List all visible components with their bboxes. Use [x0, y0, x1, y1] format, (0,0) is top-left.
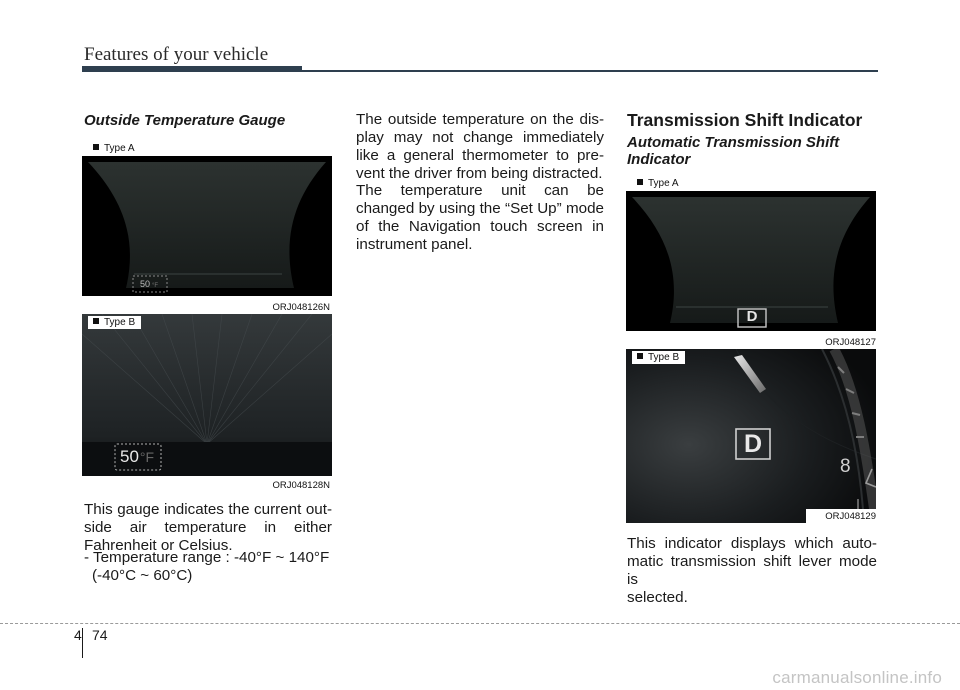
watermark: carmanualsonline.info	[772, 668, 942, 687]
page-separator	[82, 628, 83, 658]
section-heading: Outside Temperature Gauge	[84, 112, 286, 129]
header-rule	[82, 66, 302, 72]
type-b-label: Type B	[88, 316, 141, 329]
header-title: Features of your vehicle	[84, 44, 269, 65]
type-b-label: Type B	[632, 351, 685, 364]
shift-figure-type-a	[626, 173, 876, 331]
subheading: Automatic Transmission Shift Indicator	[627, 134, 840, 168]
figure-code: ORJ048128N	[272, 480, 330, 491]
figure-code: ORJ048127	[825, 337, 876, 348]
paragraph: This gauge indicates the current out- side air temperature in either Fahrenheit or Celsius.	[84, 501, 332, 554]
figure-code: ORJ048129	[825, 511, 876, 522]
footer-rule	[0, 623, 960, 624]
temperature-figure-type-b	[82, 314, 332, 476]
section-number: 4	[74, 627, 82, 643]
cluster-display-illustration	[82, 138, 332, 296]
type-a-label: Type A	[88, 142, 141, 155]
temperature-figure-type-a	[82, 138, 332, 296]
gear-indicator: D	[743, 430, 763, 458]
tachometer-label: 8	[840, 456, 851, 477]
section-heading: Transmission Shift Indicator	[627, 110, 863, 130]
gear-indicator: D	[746, 308, 758, 325]
shift-figure-type-b	[626, 349, 876, 523]
list-item: - Temperature range : -40°F ~ 140°F (-40°C ~ 60°C)	[84, 549, 330, 584]
temperature-readout: 50°F	[120, 447, 155, 466]
figure-code: ORJ048126N	[272, 302, 330, 313]
paragraph: The temperature unit can be changed by using the “Set Up” mode of the Navigation touch screen in instrument panel.	[356, 182, 604, 253]
page-number: 74	[92, 627, 108, 643]
temperature-readout: 50 °F	[140, 279, 159, 289]
type-a-label: Type A	[632, 177, 685, 190]
paragraph: The outside temperature on the dis- play may not change immediately like a general thermometer to pre- vent the driver from being distracted.	[356, 111, 604, 182]
paragraph: This indicator displays which auto- matic transmission shift lever mode is selected.	[627, 535, 877, 606]
header-rule-thin	[300, 70, 878, 72]
